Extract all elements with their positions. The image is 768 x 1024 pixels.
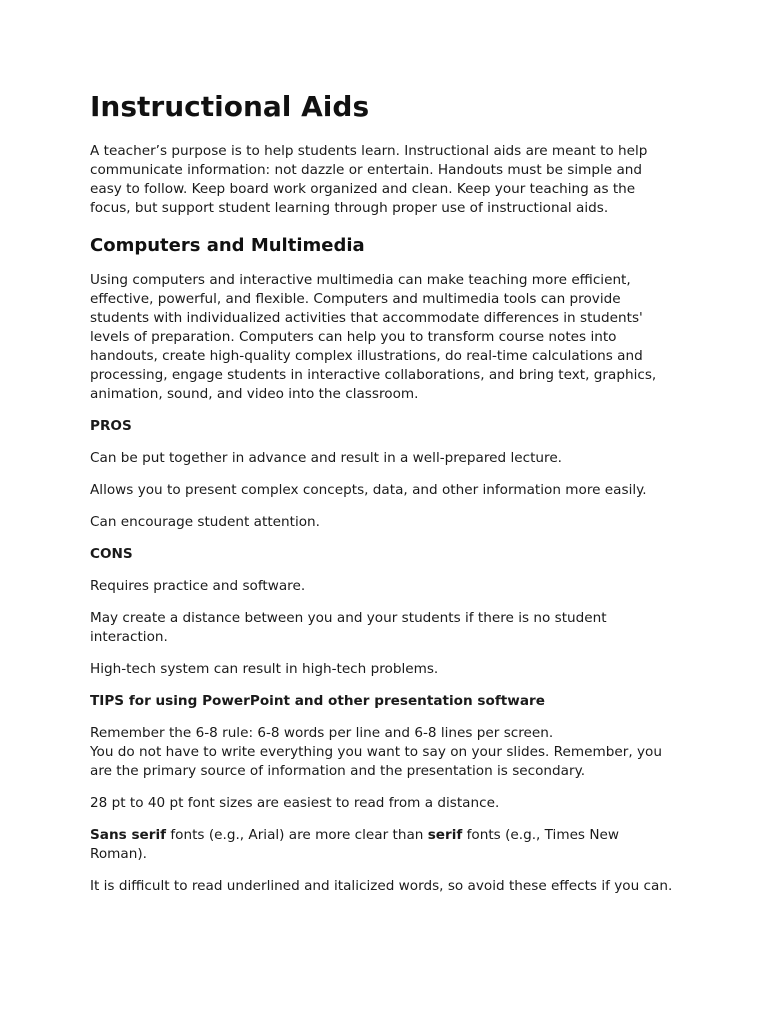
tips-rule-line1: Remember the 6-8 rule: 6-8 words per line and 6-8 lines per screen. bbox=[90, 724, 554, 741]
tips-serif-paragraph bbox=[90, 826, 678, 864]
tips-font-size: 28 pt to 40 pt font sizes are easiest to read from a distance. bbox=[90, 794, 500, 811]
tips-label: TIPS for using PowerPoint and other presentation software bbox=[90, 692, 545, 709]
pros-item: Can be put together in advance and result in a well-prepared lecture. bbox=[90, 449, 563, 466]
serif-text-part1: fonts (e.g., Arial) are more clear than bbox=[166, 826, 428, 843]
pros-item: Can encourage student attention. bbox=[90, 513, 320, 530]
section-heading: Computers and Multimedia bbox=[90, 234, 365, 256]
pros-item: Allows you to present complex concepts, data, and other information more easily. bbox=[90, 481, 647, 498]
sans-serif-term: Sans serif bbox=[90, 826, 167, 843]
cons-item: May create a distance between you and your students if there is no student interaction. bbox=[90, 609, 607, 645]
pros-label: PROS bbox=[90, 417, 132, 434]
serif-text-part2: fonts (e.g., Times New Roman). bbox=[90, 826, 619, 862]
serif-term: serif bbox=[427, 826, 463, 843]
section-body: Using computers and interactive multimedia can make teaching more efficient, effective, powerful, and flexible. Computers and multimedia tools can provide students with individualized activities that accommodate differences in students' levels of preparation. Computers can help you to transform course notes into handouts, create high-quality complex illustrations, do real-time calculations and processing, engage students in interactive collaborations, and bring text, graphics, animation, sound, and video into the classroom. bbox=[90, 271, 657, 402]
page-title: Instructional Aids bbox=[90, 90, 370, 123]
tips-rule-line2: You do not have to write everything you want to say on your slides. Remember, you are the primary source of information and the presentation is secondary. bbox=[90, 743, 662, 779]
cons-label: CONS bbox=[90, 545, 133, 562]
tips-underline: It is difficult to read underlined and italicized words, so avoid these effects if you can. bbox=[90, 877, 673, 894]
tips-rule-paragraph bbox=[90, 724, 678, 781]
cons-item: High-tech system can result in high-tech problems. bbox=[90, 660, 439, 677]
cons-item: Requires practice and software. bbox=[90, 577, 306, 594]
intro-paragraph: A teacher’s purpose is to help students learn. Instructional aids are meant to help communicate information: not dazzle or entertain. Handouts must be simple and easy to follow. Keep board work organized and clean. Keep your teaching as the focus, but support student learning through proper use of instructional aids. bbox=[90, 142, 648, 216]
